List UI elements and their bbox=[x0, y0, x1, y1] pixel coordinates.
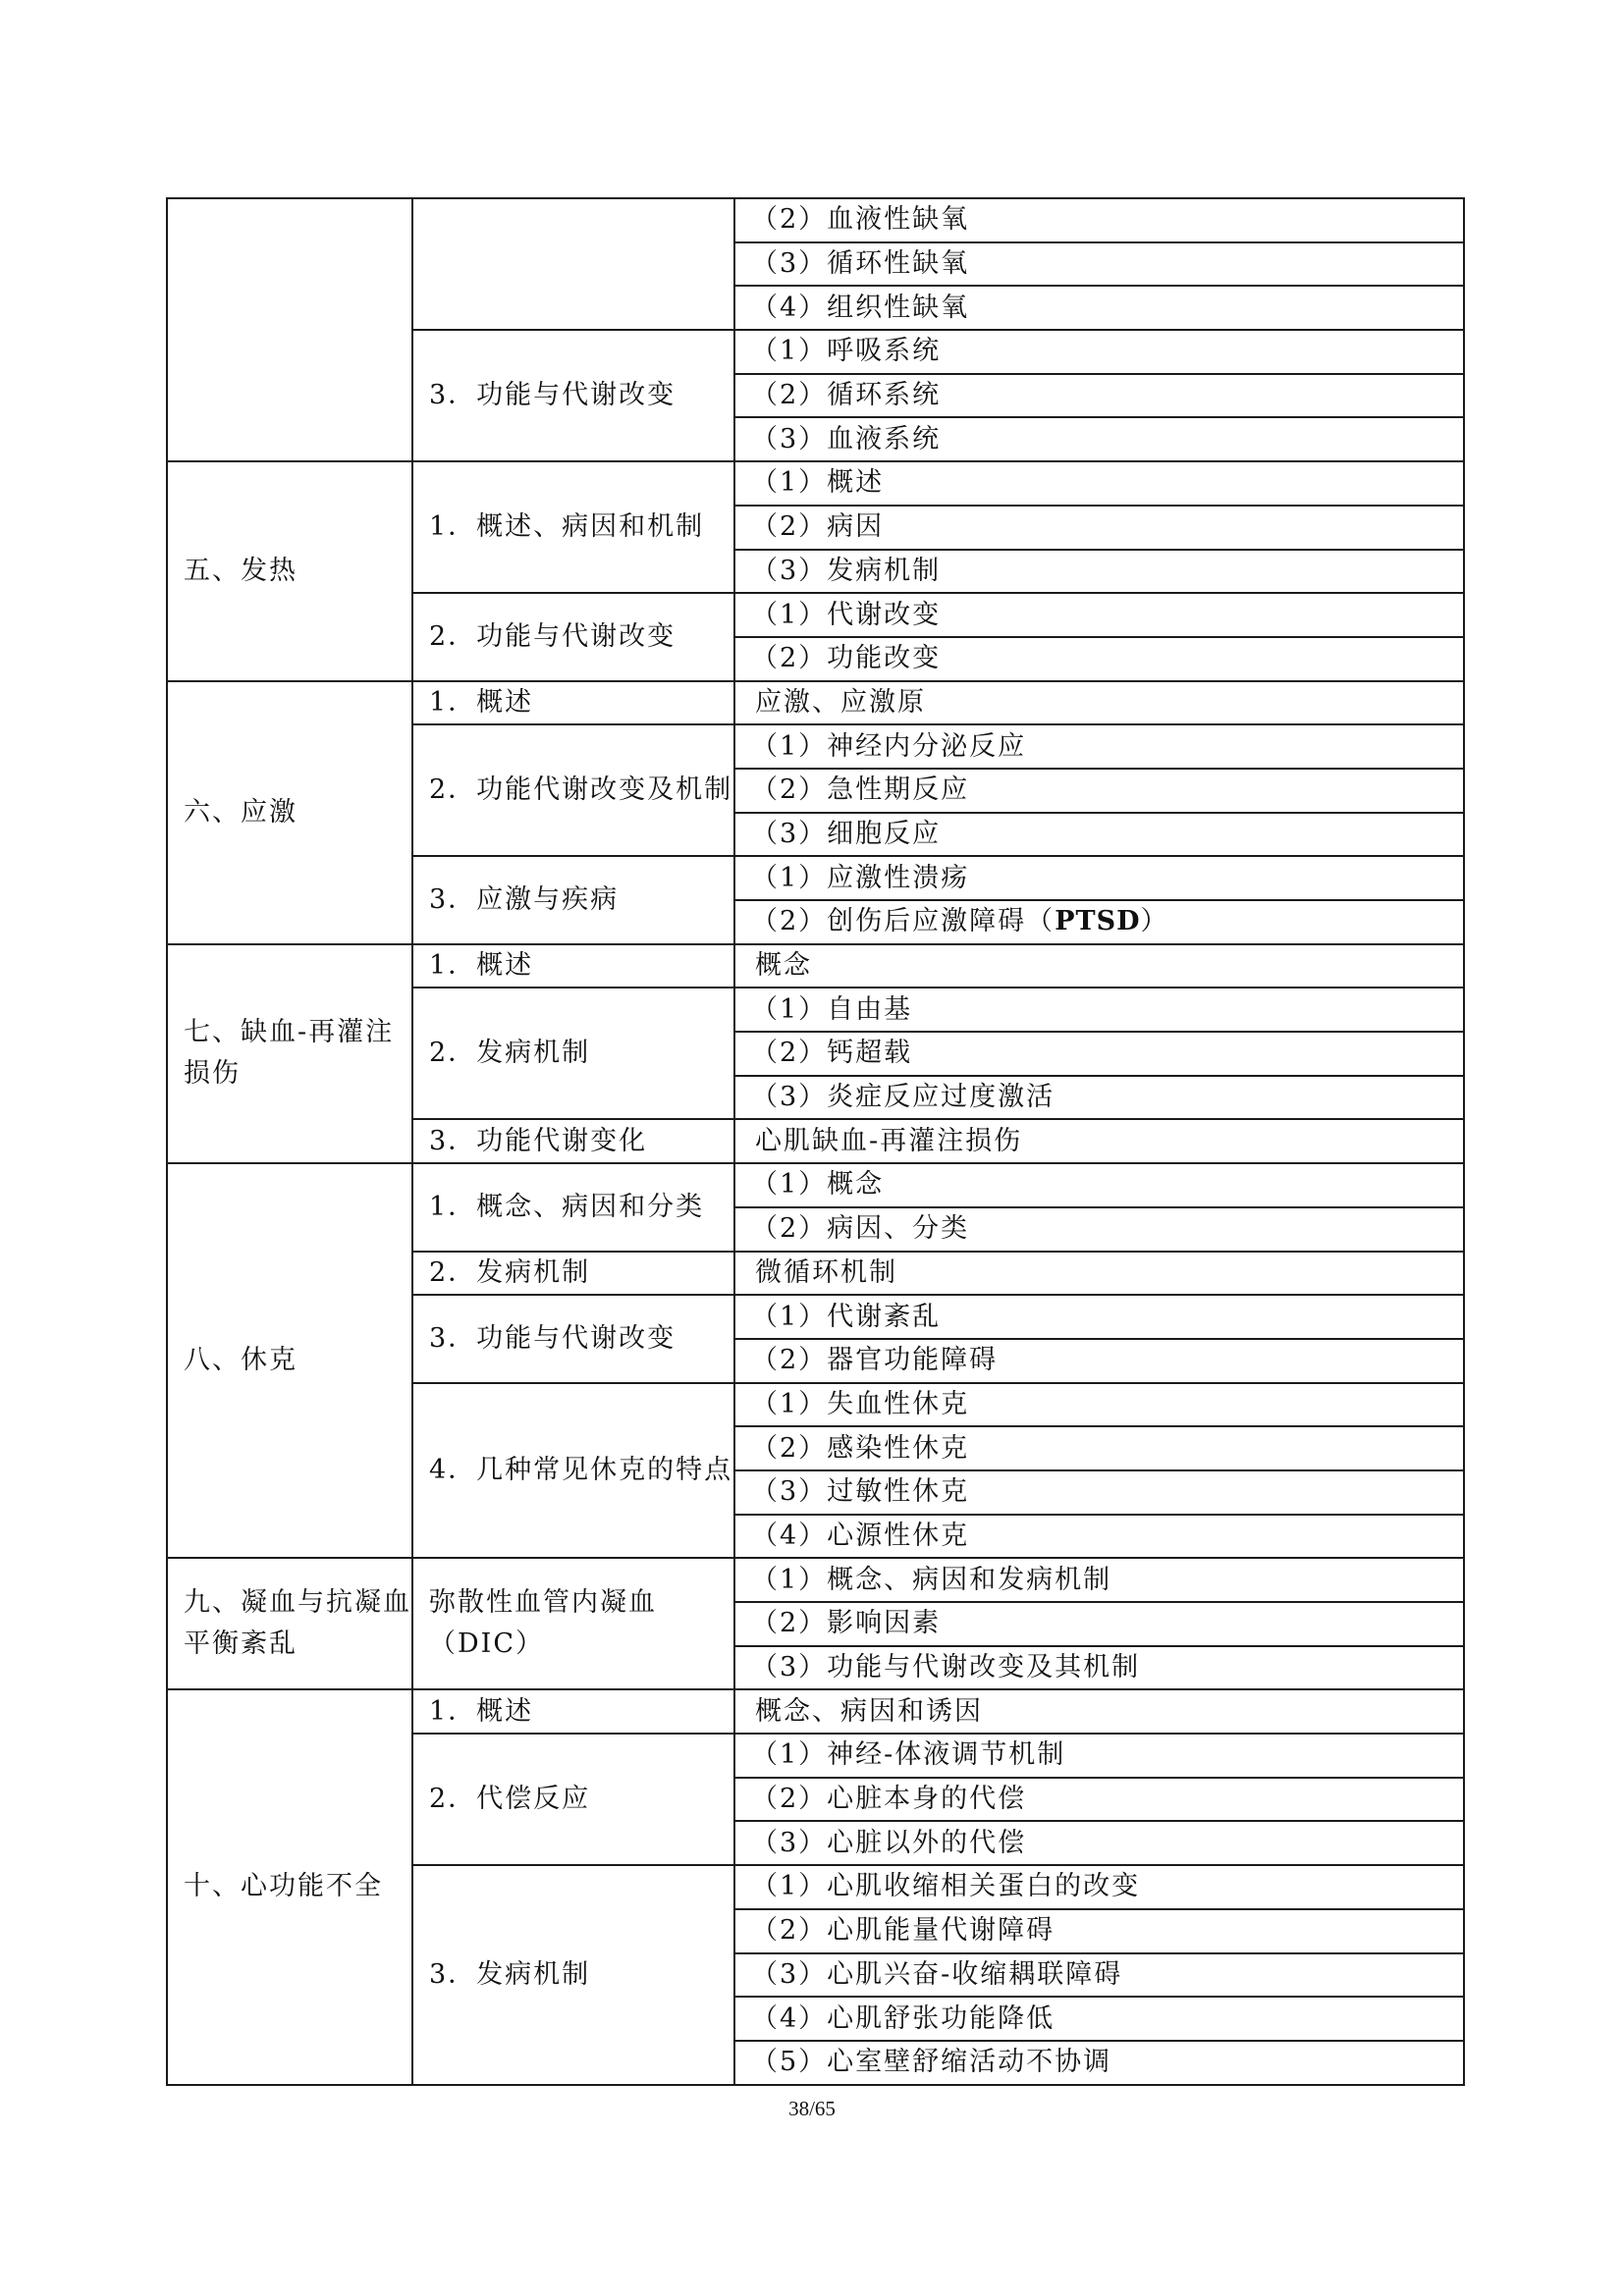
topic-title: 2．发病机制 bbox=[412, 988, 734, 1119]
item: （3）功能与代谢改变及其机制 bbox=[734, 1646, 1464, 1690]
item: （2）急性期反应 bbox=[734, 769, 1464, 813]
item: （3）炎症反应过度激活 bbox=[734, 1076, 1464, 1120]
item: （3）循环性缺氧 bbox=[734, 242, 1464, 287]
topic-title: 1．概念、病因和分类 bbox=[412, 1163, 734, 1251]
item: （2）血液性缺氧 bbox=[734, 198, 1464, 242]
item: （2）心脏本身的代偿 bbox=[734, 1778, 1464, 1822]
topic-title bbox=[412, 198, 734, 330]
topic-title: 3．发病机制 bbox=[412, 1865, 734, 2084]
item: （4）组织性缺氧 bbox=[734, 286, 1464, 330]
item: （3）血液系统 bbox=[734, 417, 1464, 461]
item: 概念、病因和诱因 bbox=[734, 1689, 1464, 1734]
item: （3）过敏性休克 bbox=[734, 1470, 1464, 1515]
item: （2）器官功能障碍 bbox=[734, 1339, 1464, 1383]
item: （1）自由基 bbox=[734, 988, 1464, 1032]
item: 心肌缺血-再灌注损伤 bbox=[734, 1119, 1464, 1163]
item: （2）钙超载 bbox=[734, 1032, 1464, 1076]
item: （2）影响因素 bbox=[734, 1602, 1464, 1646]
table-row bbox=[167, 461, 1464, 506]
item: （4）心肌舒张功能降低 bbox=[734, 1997, 1464, 2041]
item: （2）感染性休克 bbox=[734, 1426, 1464, 1470]
item: （2）循环系统 bbox=[734, 374, 1464, 418]
section-title: 八、休克 bbox=[167, 1163, 412, 1558]
item: 微循环机制 bbox=[734, 1252, 1464, 1296]
item: （1）概念、病因和发病机制 bbox=[734, 1558, 1464, 1602]
section-title: 七、缺血-再灌注损伤 bbox=[167, 944, 412, 1163]
topic-title: 3．功能代谢变化 bbox=[412, 1119, 734, 1163]
item: （1）失血性休克 bbox=[734, 1383, 1464, 1427]
table-row bbox=[167, 1689, 1464, 1734]
item: 应激、应激原 bbox=[734, 681, 1464, 725]
topic-title: 3．应激与疾病 bbox=[412, 856, 734, 943]
section-title: 五、发热 bbox=[167, 461, 412, 680]
item bbox=[734, 900, 1464, 944]
item-text-end: ） bbox=[1140, 906, 1169, 937]
topic-title: 2．代偿反应 bbox=[412, 1734, 734, 1865]
section-title: 十、心功能不全 bbox=[167, 1689, 412, 2084]
item: （1）应激性溃疡 bbox=[734, 856, 1464, 900]
topic-title: 弥散性血管内凝血（DIC） bbox=[412, 1558, 734, 1689]
item: （2）病因、分类 bbox=[734, 1207, 1464, 1252]
item: （4）心源性休克 bbox=[734, 1515, 1464, 1559]
topic-title: 4．几种常见休克的特点 bbox=[412, 1383, 734, 1559]
section-title bbox=[167, 198, 412, 461]
topic-title: 3．功能与代谢改变 bbox=[412, 330, 734, 461]
item: （2）病因 bbox=[734, 506, 1464, 550]
item: （1）概念 bbox=[734, 1163, 1464, 1207]
topic-title: 1．概述 bbox=[412, 944, 734, 988]
table-row bbox=[167, 1163, 1464, 1207]
item: （3）发病机制 bbox=[734, 550, 1464, 594]
item: 概念 bbox=[734, 944, 1464, 988]
item: （5）心室壁舒缩活动不协调 bbox=[734, 2041, 1464, 2085]
topic-title: 1．概述、病因和机制 bbox=[412, 461, 734, 593]
topic-title: 3．功能与代谢改变 bbox=[412, 1295, 734, 1382]
item: （2）功能改变 bbox=[734, 637, 1464, 681]
item-text: （2）创伤后应激障碍（ bbox=[751, 906, 1056, 937]
section-title: 六、应激 bbox=[167, 681, 412, 944]
item: （1）代谢改变 bbox=[734, 593, 1464, 637]
topic-title: 2．发病机制 bbox=[412, 1252, 734, 1296]
item: （2）心肌能量代谢障碍 bbox=[734, 1909, 1464, 1953]
item: （3）心肌兴奋-收缩耦联障碍 bbox=[734, 1953, 1464, 1998]
syllabus-table bbox=[166, 197, 1465, 2086]
section-title: 九、凝血与抗凝血平衡紊乱 bbox=[167, 1558, 412, 1689]
table-row bbox=[167, 944, 1464, 988]
item: （1）概述 bbox=[734, 461, 1464, 506]
page-number: 38/65 bbox=[788, 2097, 836, 2120]
table-row bbox=[167, 198, 1464, 242]
table-row bbox=[167, 681, 1464, 725]
item-abbrev: PTSD bbox=[1055, 906, 1141, 937]
item: （1）呼吸系统 bbox=[734, 330, 1464, 374]
table-row bbox=[167, 1558, 1464, 1602]
topic-title: 2．功能与代谢改变 bbox=[412, 593, 734, 680]
item: （1）心肌收缩相关蛋白的改变 bbox=[734, 1865, 1464, 1909]
item: （1）神经内分泌反应 bbox=[734, 724, 1464, 769]
topic-title: 1．概述 bbox=[412, 681, 734, 725]
topic-title: 1．概述 bbox=[412, 1689, 734, 1734]
topic-title: 2．功能代谢改变及机制 bbox=[412, 724, 734, 856]
item: （3）细胞反应 bbox=[734, 813, 1464, 857]
item: （3）心脏以外的代偿 bbox=[734, 1821, 1464, 1865]
item: （1）代谢紊乱 bbox=[734, 1295, 1464, 1339]
item: （1）神经-体液调节机制 bbox=[734, 1734, 1464, 1778]
